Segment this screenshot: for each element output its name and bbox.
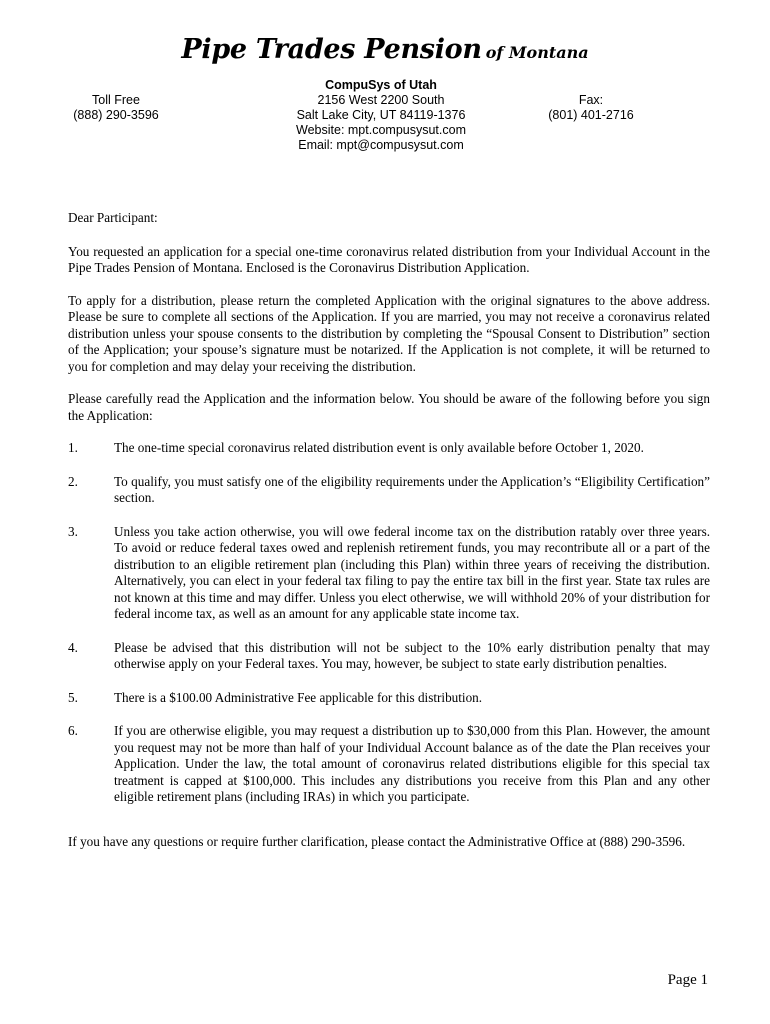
list-item-text: There is a $100.00 Administrative Fee applicable for this distribution. — [114, 689, 483, 705]
page-number: Page 1 — [667, 972, 708, 988]
closing-paragraph: If you have any questions or require further clarification, please contact the Administrative Office at (888) 290-3596. — [68, 833, 686, 849]
website-line: Website: mpt.compusysut.com — [296, 123, 466, 137]
paragraph-request: You requested an application for a special one-time coronavirus related distribution from your Individual Account in the Pipe Trades Pension of Montana. Enclosed is the Coronavirus Distribution Application. — [68, 243, 710, 275]
plan-name: Pipe Trades Pension — [181, 34, 482, 65]
email-line: Email: mpt@compusysut.com — [298, 138, 464, 152]
toll-free-number: (888) 290-3596 — [73, 108, 159, 122]
toll-free-block — [64, 93, 168, 123]
toll-free-label: Toll Free — [92, 93, 140, 107]
list-item-number: 5. — [68, 689, 78, 705]
letter-body — [68, 210, 710, 850]
list-item-text: Unless you take action otherwise, you will owe federal income tax on the distribution ratably over three years. To avoid or reduce federal taxes owed and replenish retirement funds, you may recontribute all or a part of the distribution to an eligible retirement plan (including this Plan) within three years of receiving the distribution. Alternatively, you can elect in your federal tax filing to pay the entire tax bill in the first year. State tax rules are not known at this time and may differ. Unless you elect otherwise, we will withhold 20% of your distribution for federal income tax, as well as an amount for any applicable state income tax. — [114, 523, 710, 621]
fax-label: Fax: — [578, 93, 604, 107]
list-item-text: If you are otherwise eligible, you may request a distribution up to $30,000 from this Plan. However, the amount you request may not be more than half of your Individual Account balance as of the date the Plan receives your Application. Under the law, the total amount of coronavirus related distributions eligible for this special tax treatment is capped at $100,000. This includes any distributions you receive from this Plan and any other eligible retirement plans (including IRAs) in which you participate. — [114, 723, 710, 804]
plan-state: of Montana — [485, 43, 589, 62]
list-item-text: Please be advised that this distribution will not be subject to the 10% early distribution penalty that may otherwise apply on your Federal taxes. You may, however, be subject to state early distribution penalties. — [114, 639, 710, 671]
list-item-text: To qualify, you must satisfy one of the eligibility requirements under the Application’s “Eligibility Certification” section. — [114, 473, 710, 505]
list-item — [68, 524, 710, 623]
list-item — [68, 440, 710, 457]
address-line-1: 2156 West 2200 South — [317, 93, 445, 107]
list-item — [68, 474, 710, 507]
fax-block — [536, 93, 646, 123]
paragraph-read-carefully: Please carefully read the Application and the information below. You should be aware of the following before you sign the Application: — [68, 391, 710, 423]
address-line-2: Salt Lake City, UT 84119-1376 — [296, 108, 466, 122]
list-item-number: 6. — [68, 723, 78, 738]
administrator-address-block — [250, 78, 512, 153]
administrator-name: CompuSys of Utah — [325, 78, 437, 92]
list-item-number: 3. — [68, 523, 78, 539]
list-item-text: The one-time special coronavirus related distribution event is only available before October 1, 2020. — [114, 440, 644, 455]
conditions-list — [68, 440, 710, 806]
list-item — [68, 723, 710, 806]
fax-number: (801) 401-2716 — [548, 108, 634, 122]
paragraph-instructions: To apply for a distribution, please return the completed Application with the original signatures to the above address. Please be sure to complete all sections of the Application. If you are married, you may not receive a coronavirus related distribution unless your spouse consents to the distribution by completing the “Spousal Consent to Distribution” section of the Application; your spouse’s signature must be notarized. If the Application is not complete, it will be returned to you for completion and may delay your receiving the distribution. — [68, 292, 710, 374]
list-item-number: 4. — [68, 639, 78, 655]
list-item-number: 1. — [68, 440, 78, 455]
salutation: Dear Participant: — [68, 210, 158, 225]
list-item-number: 2. — [68, 473, 78, 489]
list-item — [68, 690, 710, 707]
letterhead-title — [0, 34, 770, 65]
list-item — [68, 640, 710, 673]
